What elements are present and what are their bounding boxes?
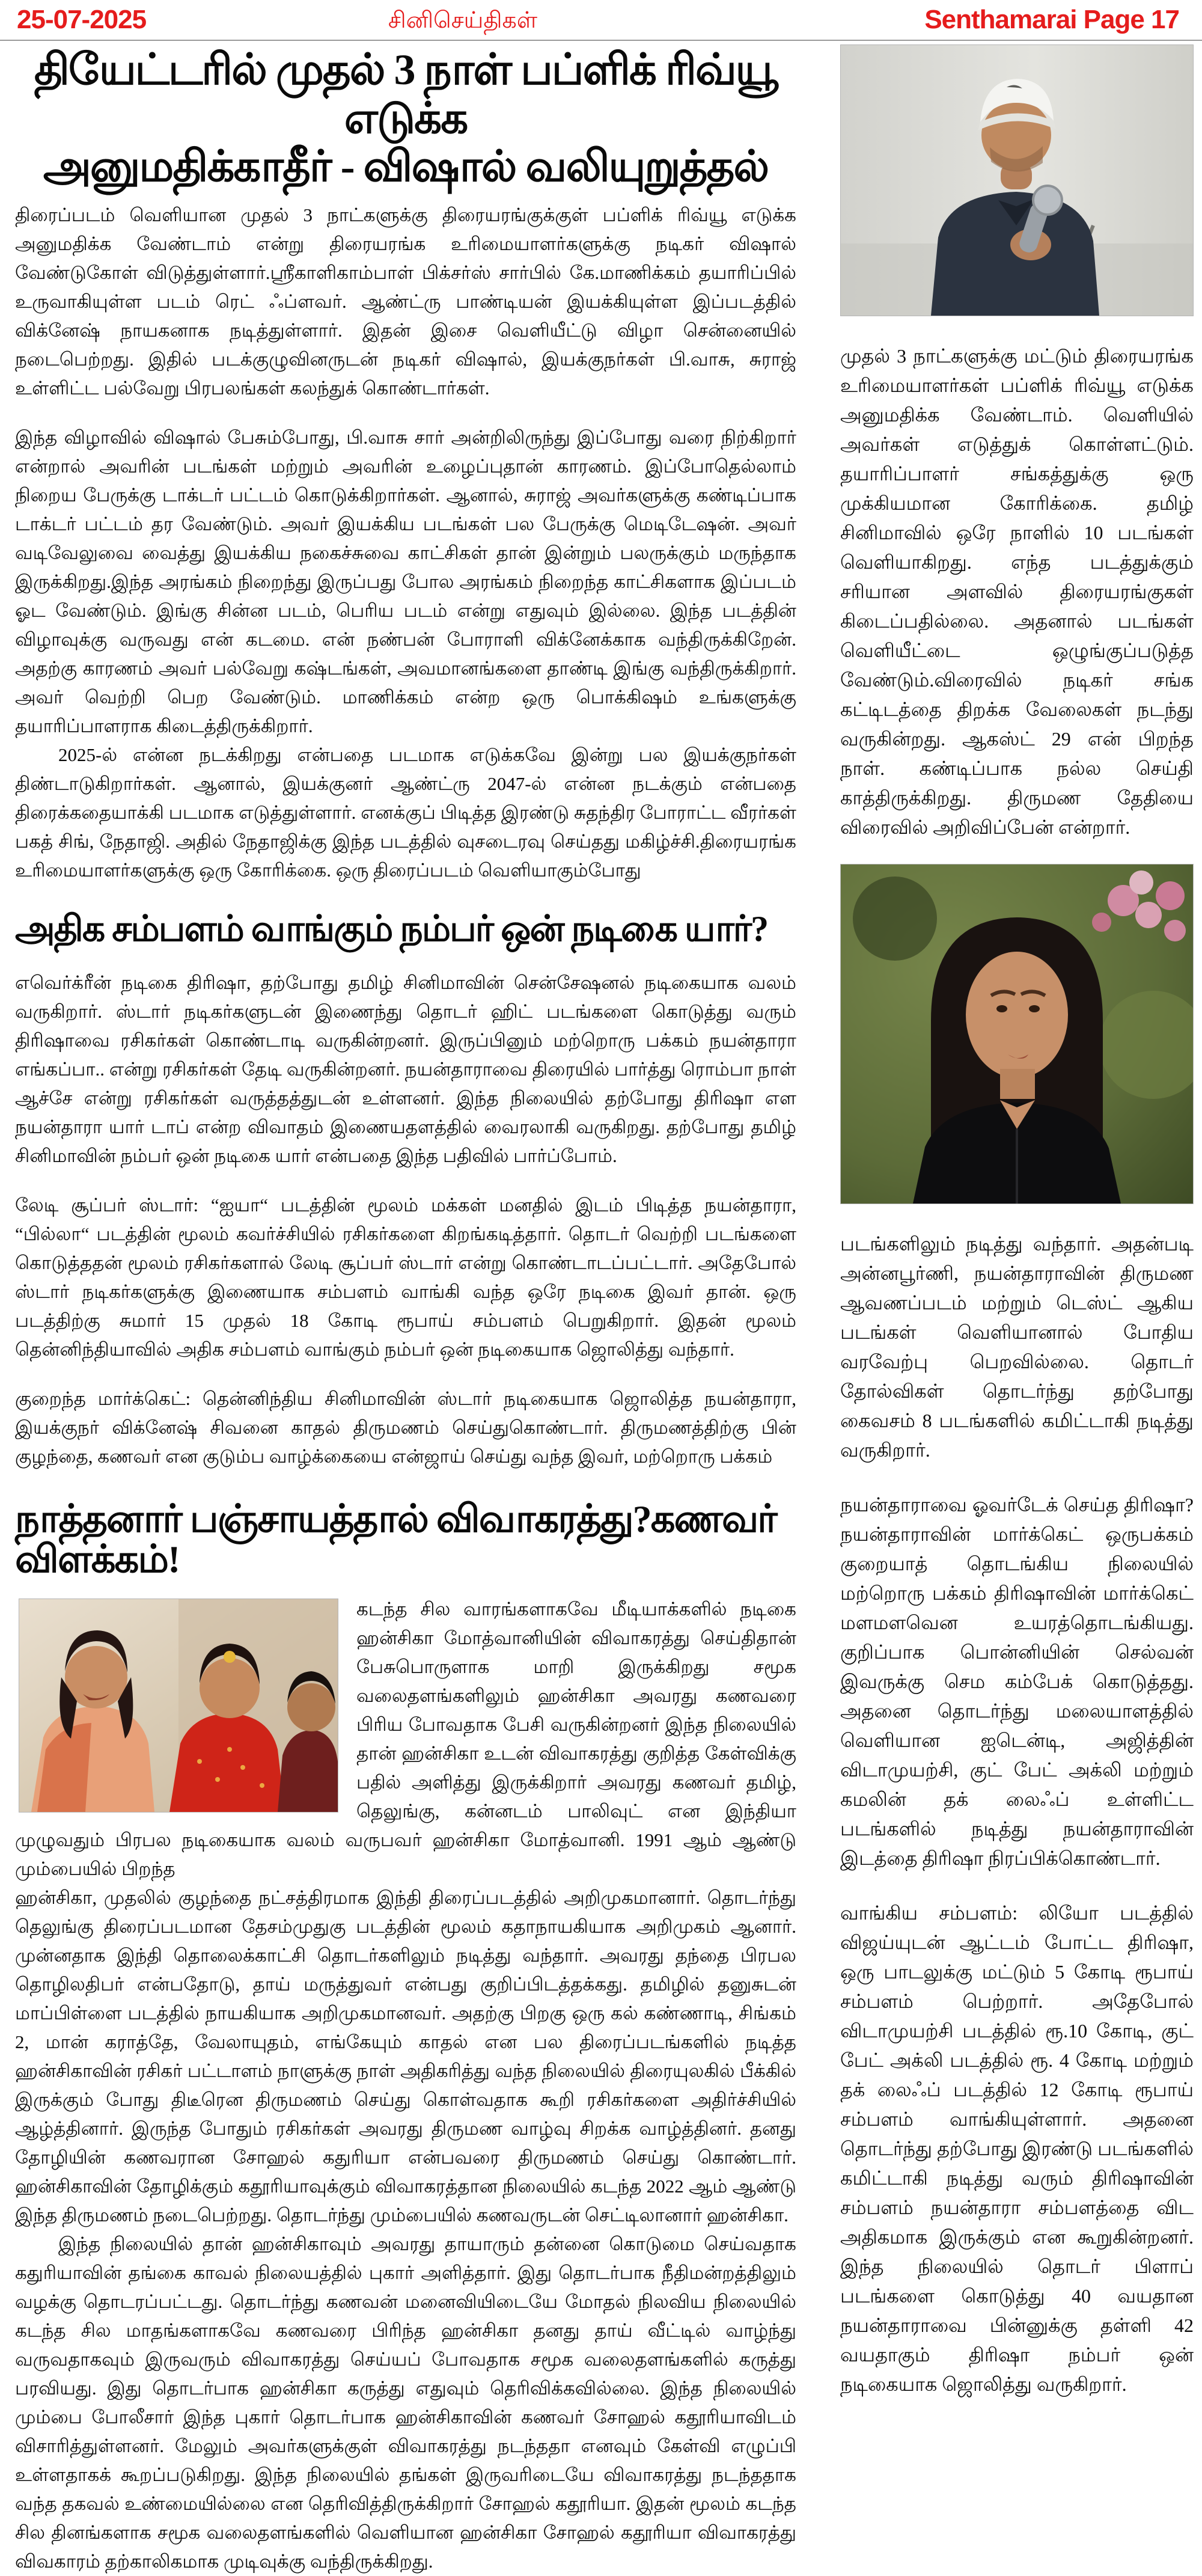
article1-headline: தியேட்டரில் முதல் 3 நாள் பப்ளிக் ரிவ்யூ எடுக்க அனுமதிக்காதீர் - விஷால் வலியுறுத்தல்	[34, 46, 778, 191]
article1-sidebar-continuation: முதல் 3 நாட்களுக்கு மட்டும் திரையரங்க உரிமையாளர்கள் பப்ளிக் ரிவ்யூ எடுக்க அனுமதிக்க வேண்டாம். வெளியில் அவர்கள் எடுத்துக் கொள்ளட்டும். தயாரிப்பாளர் சங்கத்துக்கு ஒரு முக்கியமான கோரிக்கை. தமிழ் சினிமாவில் ஒரே நாளில் 10 படங்கள் வெளியாகிறது. எந்த படத்துக்கும் சரியான அளவில் திரையரங்குகள் கிடைப்பதில்லை. அதனால் படங்கள் வெளியீட்டை ஒழுங்குப்படுத்த வேண்டும்.விரைவில் நடிகர் சங்க கட்டிடத்தை திறக்க வேலைகள் நடந்து வருகின்றது. ஆகஸ்ட் 29 என் பிறந்த நாள். கண்டிப்பாக நல்ல செய்தி காத்திருக்கிறது. திருமண தேதியை விரைவில் அறிவிப்பேன் என்றார்.	[840, 345, 1194, 838]
article3-paragraph-1: கடந்த சில வாரங்களாகவே மீடியாக்களில் நடிகை ஹன்சிகா மோத்வானியின் விவாகரத்து செய்திதான் பேசுபொருளாக மாறி இருக்கிறது சமூக வலைதளங்களிலும் ஹன்சிகா அவரது கணவரை பிரிய போவதாக பேசி வருகின்றனர் இந்த நிலையில் தான் ஹன்சிகா உடன் விவாகரத்து குறித்த கேள்விக்கு பதில் அளித்து இருக்கிறார் அவரது கணவர் தமிழ், தெலுங்கு, கன்னடம் பாலிவுட் என இந்தியா முழுவதும் பிரபல நடிகையாக வலம் வருபவர் ஹன்சிகா மோத்வானி. 1991 ஆம் ஆண்டு மும்பையில் பிறந்த	[15, 1599, 796, 1880]
article3-headline: நாத்தனார் பஞ்சாயத்தால் விவாகரத்து?கணவர் விளக்கம்!	[15, 1497, 776, 1581]
article-vishal	[15, 46, 796, 885]
article-hansika-divorce	[15, 1499, 796, 2576]
article2-sidebar-paragraph-3: வாங்கிய சம்பளம்: லியோ படத்தில் விஜய்யுடன் ஆட்டம் போட்ட திரிஷா, ஒரு பாடலுக்கு மட்டும் 5 கோடி ரூபாய் சம்பளம் பெற்றார். அதேபோல் விடாமுயற்சி படத்தில் ரூ.10 கோடி, குட் பேட் அக்லி படத்தில் ரூ. 4 கோடி மற்றும் தக் லைஃப் படத்தில் 12 கோடி ரூபாய் சம்பளம் வாங்கியுள்ளார். அதனை தொடர்ந்து தற்போது இரண்டு படங்களில் கமிட்டாகி நடித்து வரும் திரிஷாவின் சம்பளம் நயன்தாரா சம்பளத்தை விட அதிகமாக இருக்கும் என கூறுகின்றனர். இந்த நிலையில் தொடர் பிளாப் படங்களை கொடுத்து 40 வயதான நயன்தாராவை பின்னுக்கு தள்ளி 42 வயதாகும் திரிஷா நம்பர் ஒன் நடிகையாக ஜொலித்து வருகிறார்.	[840, 1902, 1194, 2395]
article2-headline: அதிக சம்பளம் வாங்கும் நம்பர் ஒன் நடிகை யார்?	[15, 908, 768, 949]
article3-paragraph-3: இந்த நிலையில் தான் ஹன்சிகாவும் அவரது தாயாரும் தன்னை கொடுமை செய்வதாக கதுரியாவின் தங்கை காவல் நிலையத்தில் புகார் அளித்தார். இது தொடர்பாக நீதிமன்றத்திலும் வழக்கு தொடரப்பட்டது. தொடர்ந்து கணவன் மனைவியிடையே மோதல் நிலவிய நிலையில் கடந்த சில மாதங்களாகவே கணவரை பிரிந்த ஹன்சிகா தனது தாய் வீட்டில் வாழ்ந்து வருவதாகவும் இருவரும் விவாகரத்து செய்யப் போவதாக சமூக வலைதளங்களில் கருத்து பரவியது. இது தொடர்பாக ஹன்சிகா கருத்து எதுவும் தெரிவிக்கவில்லை. இந்த நிலையில் மும்பை போலீசார் இந்த புகார் தொடர்பாக ஹன்சிகாவின் கணவர் சோஹல் கதூரியாவிடம் விசாரித்துள்ளனர். மேலும் அவர்களுக்குள் விவாகரத்து நடந்ததா எனவும் கேள்வி எழுப்பி உள்ளதாகக் கூறப்படுகிறது. இந்த நிலையில் தங்கள் இருவரிடையே விவாகரத்து நடந்ததாக வந்த தகவல் உண்மையில்லை என தெரிவித்திருக்கிறார் சோஹல் கதூரியா. இதன் மூலம் கடந்த சில தினங்களாக சமூக வலைதளங்களில் வெளியான ஹன்சிகா சோஹல் கதூரியா விவாகரத்து விவகாரம் தற்காலிகமாக முடிவுக்கு வந்திருக்கிறது.	[15, 2233, 796, 2572]
vishal-photo	[840, 44, 1194, 316]
article1-paragraph-2: இந்த விழாவில் விஷால் பேசும்போது, பி.வாசு சார் அன்றிலிருந்து இப்போது வரை நிற்கிறார் என்றால் அவரின் படங்கள் மற்றும் அவரின் உழைப்புதான் காரணம். இப்போதெல்லாம் நிறைய பேருக்கு டாக்டர் பட்டம் கொடுக்கிறார்கள். ஆனால், சுராஜ் அவர்களுக்கு கண்டிப்பாக டாக்டர் பட்டம் தர வேண்டும். அவர் இயக்கிய படங்கள் பல பேருக்கு மெடிடேஷன். அவர் வடிவேலுவை வைத்து இயக்கிய நகைச்சுவை காட்சிகள் தான் இன்றும் பலருக்கும் மருந்தாக இருக்கிறது.இந்த அரங்கம் நிறைந்து இருப்பது போல அரங்கம் நிறைந்த காட்சிகளாக இப்படம் ஓட வேண்டும். இங்கு சின்ன படம், பெரிய படம் என்று எதுவும் இல்லை. இந்த படத்தின் விழாவுக்கு வருவது என் கடமை. என் நண்பன் போராளி விக்னேக்காக வந்திருக்கிறேன். அதற்கு காரணம் அவர் பல்வேறு கஷ்டங்கள், அவமானங்களை தாண்டி இங்கு வந்திருக்கிறார். அவர் வெற்றி பெற வேண்டும். மாணிக்கம் என்ற ஒரு பொக்கிஷம் உங்களுக்கு தயாரிப்பாளராக கிடைத்திருக்கிறார்.	[15, 426, 796, 736]
article-number-one-actress	[15, 910, 796, 1471]
sidebar-column	[840, 44, 1194, 2399]
article1-paragraph-1: திரைப்படம் வெளியான முதல் 3 நாட்களுக்கு திரையரங்குக்குள் பப்ளிக் ரிவ்யூ எடுக்க அனுமதிக்க வேண்டாம் என்று திரையரங்க உரிமையாளர்களுக்கு நடிகர் விஷால் வேண்டுகோள் விடுத்துள்ளார்.ஸ்ரீகாளிகாம்பாள் பிக்சர்ஸ் சார்பில் கே.மாணிக்கம் தயாரிப்பில் உருவாகியுள்ள படம் ரெட் ஃப்ளவர். ஆண்ட்ரு பாண்டியன் இயக்கியுள்ள இப்படத்தில் விக்னேஷ் நாயகனாக நடித்துள்ளார். இதன் இசை வெளியீட்டு விழா சென்னையில் நடைபெற்றது. இதில் படக்குழுவினருடன் நடிகர் விஷால், இயக்குநர்கள் பி.வாசு, சுராஜ் உள்ளிட்ட பல்வேறு பிரபலங்கள் கலந்துக் கொண்டார்கள்.	[15, 204, 796, 399]
section-title: சினிசெய்திகள்	[388, 8, 538, 33]
article2-paragraph-1: எவெர்க்ரீன் நடிகை திரிஷா, தற்போது தமிழ் சினிமாவின் சென்சேஷனல் நடிகையாக வலம் வருகிறார். ஸ்டார் நடிகர்களுடன் இணைந்து தொடர் ஹிட் படங்களை கொடுத்து வரும் திரிஷாவை ரசிகர்கள் கொண்டாடி வருகின்றனர். இருப்பினும் மற்றொரு பக்கம் நயன்தாரா எங்கப்பா.. என்று ரசிகர்கள் தேடி வருகின்றனர். நயன்தாராவை திரையில் பார்த்து ரொம்பா நாள் ஆச்சே என்று ரசிகர்கள் வருத்தத்துடன் உள்ளனர். இந்த நிலையில் தற்போது திரிஷா எள நயன்தாரா யார் டாப் என்ற விவாதம் இணையதளத்தில் வைரலாகி வருகிறது. தற்போது தமிழ் சினிமாவின் நம்பர் ஒன் நடிகை யார் என்பதை இந்த பதிவில் பார்ப்போம்.	[15, 971, 796, 1166]
article2-sidebar-paragraph-1: படங்களிலும் நடித்து வந்தார். அதன்படி அன்னபூர்ணி, நயன்தாராவின் திருமண ஆவணப்படம் மற்றும் டெஸ்ட் ஆகிய படங்கள் வெளியானால் போதிய வரவேற்பு பெறவில்லை. தொடர் தோல்விகள் தொடர்ந்து தற்போது கைவசம் 8 படங்களில் கமிட்டாகி நடித்து வருகிறார்.	[840, 1233, 1194, 1461]
page-header	[0, 0, 1202, 41]
article2-paragraph-2: லேடி சூப்பர் ஸ்டார்: “ஐயா“ படத்தின் மூலம் மக்கள் மனதில் இடம் பிடித்த நயன்தாரா, “பில்லா“ படத்தின் மூலம் கவர்ச்சியில் ரசிகர்களை கிறங்கடித்தார். தொடர் வெற்றி படங்களை கொடுத்ததன் மூலம் ரசிகர்களால் லேடி சூப்பர் ஸ்டார் என்று கொண்டாடப்பட்டார். அதேபோல் ஸ்டார் நடிகர்களுக்கு இணையாக சம்பளம் வாங்கி வந்த ஒரே நடிகை இவர் தான். ஒரு படத்திற்கு சுமார் 15 முதல் 18 கோடி ரூபாய் சம்பளம் பெறுகிறார். இதன் மூலம் தென்னிந்தியாவில் அதிக சம்பளம் வாங்கும் நம்பர் ஒன் நடிகையாக ஜொலித்து வந்தார்.	[15, 1194, 796, 1360]
main-column	[15, 46, 796, 2576]
article3-paragraph-2: ஹன்சிகா, முதலில் குழந்தை நட்சத்திரமாக இந்தி திரைப்படத்தில் அறிமுகமானார். தொடர்ந்து தெலுங்கு திரைப்படமான தேசம்முதுகு படத்தின் மூலம் கதாநாயகியாக அறிமுகம் ஆனார். முன்னதாக இந்தி தொலைக்காட்சி தொடர்களிலும் நடித்து வந்தார். அவரது தந்தை பிரபல தொழிலதிபர் என்பதோடு, தாய் மருத்துவர் என்பது குறிப்பிடத்தக்கது. தமிழில் தனுசுடன் மாப்பிள்ளை படத்தில் நாயகியாக அறிமுகமானவர். அதற்கு பிறகு ஒரு கல் கண்ணாடி, சிங்கம் 2, மான் கராத்தே, வேலாயுதம், எங்கேயும் காதல் என பல திரைப்படங்களில் நடித்த ஹன்சிகாவின் ரசிகர் பட்டாளம் நாளுக்கு நாள் அதிகரித்து வந்த நிலையில் திரையுலகில் பீக்கில் இருக்கும் போது திடீரென திருமணம் செய்து கொள்வதாக கூறி ரசிகர்களை அதிர்ச்சியில் ஆழ்த்தினார். இருந்த போதும் ரசிகர்கள் அவரது திருமண வாழ்வு சிறக்க வாழ்த்தினர். தனது தோழியின் கணவரான சோஹல் கதுரியா என்பவரை திருமணம் செய்து கொண்டார். ஹன்சிகாவின் தோழிக்கும் கதூரியாவுக்கும் விவாகரத்தான நிலையில் கடந்த 2022 ஆம் ஆண்டு இந்த திருமணம் நடைபெற்றது. தொடர்ந்து மும்பையில் கணவருடன் செட்டிலானார் ஹன்சிகா.	[15, 1887, 796, 2226]
article2-paragraph-3: குறைந்த மார்க்கெட்: தென்னிந்திய சினிமாவின் ஸ்டார் நடிகையாக ஜொலித்த நயன்தாரா, இயக்குநர் விக்னேஷ் சிவனை காதல் திருமணம் செய்துகொண்டார். திருமணத்திற்கு பின் குழந்தை, கணவர் என குடும்ப வாழ்க்கையை என்ஜாய் செய்து வந்த இவர், மற்றொரு பக்கம்	[15, 1387, 796, 1467]
page-date: 25-07-2025	[17, 5, 147, 34]
article2-sidebar-paragraph-2: நயன்தாராவை ஓவர்டேக் செய்த திரிஷா? நயன்தாராவின் மார்க்கெட் ஒருபக்கம் குறையாத் தொடங்கிய நிலையில் மற்றொரு பக்கம் திரிஷாவின் மார்க்கெட் மளமளவென உயரத்தொடங்கியது. குறிப்பாக பொன்னியின் செல்வன் இவருக்கு செம கம்பேக் கொடுத்தது. அதனை தொடர்ந்து மலையாளத்தில் வெளியான ஐடென்டி, அஜித்தின் விடாமுயற்சி, குட் பேட் அக்லி மற்றும் கமலின் தக் லைஃப் உள்ளிட்ட படங்களில் நடித்து நயன்தாராவின் இடத்தை திரிஷா நிரப்பிக்கொண்டார்.	[840, 1494, 1194, 1869]
hansika-couple-photo	[19, 1599, 338, 1813]
article1-paragraph-3: 2025-ல் என்ன நடக்கிறது என்பதை படமாக எடுக்கவே இன்று பல இயக்குநர்கள் திண்டாடுகிறார்கள். ஆனால், இயக்குனர் ஆண்ட்ரு 2047-ல் என்ன நடக்கும் என்பதை திரைக்கதையாக்கி படமாக எடுத்துள்ளார். எனக்குப் பிடித்த இரண்டு சுதந்திர போராட்ட வீரர்கள் பகத் சிங், நேதாஜி. அதில் நேதாஜிக்கு இந்த படத்தில் வுசடைரவு செய்தது மகிழ்ச்சி.திரையரங்க உரிமையாளர்களுக்கு ஒரு கோரிக்கை. ஒரு திரைப்படம் வெளியாகும்போது	[15, 744, 796, 881]
masthead-page-number: Senthamarai Page 17	[924, 5, 1179, 34]
nayanthara-photo	[840, 864, 1194, 1204]
